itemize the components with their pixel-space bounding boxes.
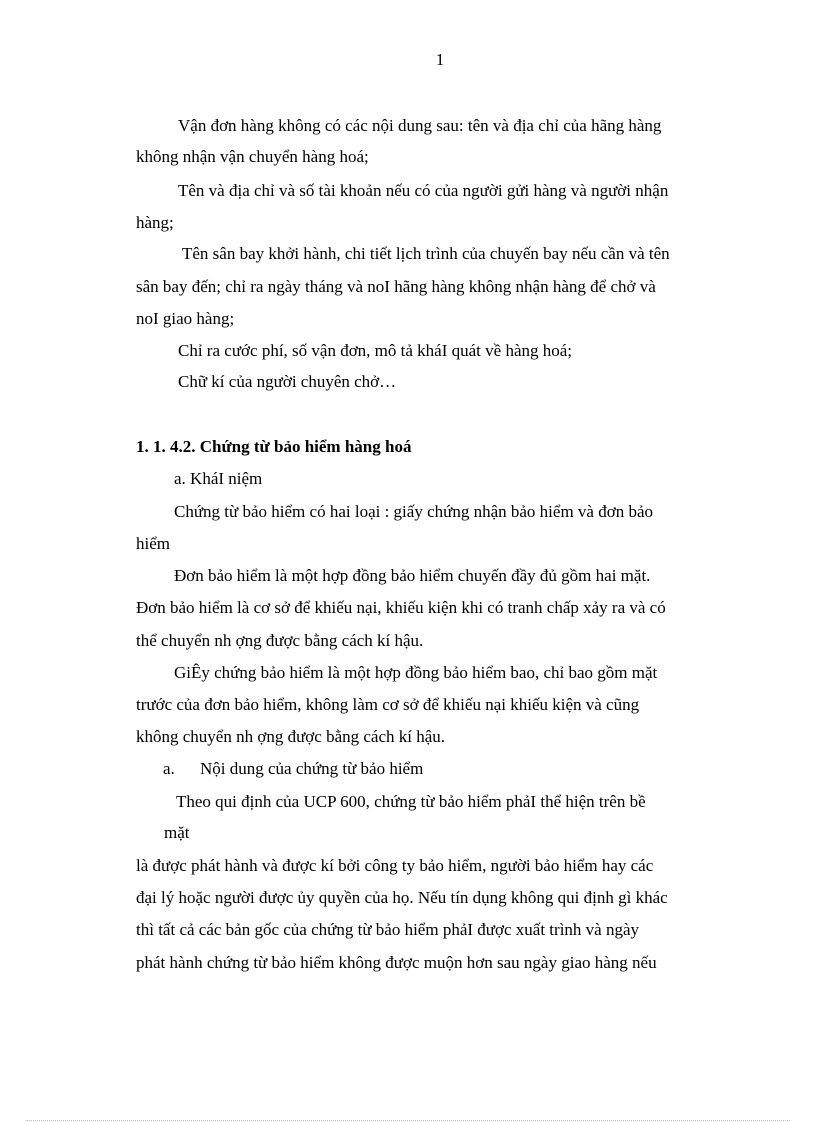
text-line: Đơn bảo hiểm là một hợp đồng bảo hiểm chuyến đầy đủ gồm hai mặt. [174,566,651,585]
text-line: Vận đơn hàng không có các nội dung sau: tên và địa chỉ của hãng hàng [178,116,662,135]
text-line: Chỉ ra cước phí, số vận đơn, mô tả kháI quát về hàng hoá; [178,341,573,360]
text-line: sân bay đến; chỉ ra ngày tháng và noI hãng hàng không nhận hàng để chở và [136,277,656,296]
text-line: là được phát hành và được kí bởi công ty bảo hiểm, người bảo hiểm hay các [136,856,654,875]
text-line: Đơn bảo hiểm là cơ sở để khiếu nại, khiếu kiện khi có tranh chấp xảy ra và có [136,598,666,617]
subheading: a. KháI niệm [174,469,263,488]
text-line: Tên sân bay khởi hành, chi tiết lịch trình của chuyến bay nếu cần và tên [182,244,670,263]
text-line: thể chuyển nh ợng được bằng cách kí hậu. [136,631,424,650]
list-marker: a. [163,759,175,778]
text-line: hiểm [136,534,170,553]
text-line: hàng; [136,213,174,232]
text-line: Tên và địa chỉ và số tài khoản nếu có của người gửi hàng và người nhận [178,181,669,200]
page-bottom-rule [26,1120,790,1121]
text-line: không nhận vận chuyển hàng hoá; [136,147,369,166]
text-line: noI giao hàng; [136,309,235,328]
text-line: trước của đơn bảo hiểm, không làm cơ sở để khiếu nại khiếu kiện và cũng [136,695,640,714]
text-line: đại lý hoặc người được ủy quyền của họ. Nếu tín dụng không qui định gì khác [136,888,668,907]
page-number: 1 [435,50,445,69]
text-line: Chữ kí của người chuyên chở… [178,372,397,391]
text-line: Theo qui định của UCP 600, chứng từ bảo hiểm phảI thể hiện trên bề [176,792,646,811]
text-line: thì tất cả các bản gốc của chứng từ bảo hiểm phảI được xuất trình và ngày [136,920,640,939]
text-line: không chuyển nh ợng được bằng cách kí hậu. [136,727,446,746]
text-line: mặt [164,823,190,842]
text-line: Chứng từ bảo hiểm có hai loại : giấy chứng nhận bảo hiểm và đơn bảo [174,502,653,521]
subheading: Nội dung của chứng từ bảo hiểm [200,759,424,778]
section-heading: 1. 1. 4.2. Chứng từ bảo hiểm hàng hoá [136,437,412,456]
text-line: phát hành chứng từ bảo hiểm không được muộn hơn sau ngày giao hàng nếu [136,953,657,972]
text-line: GiÊy chứng bảo hiểm là một hợp đồng bảo hiểm bao, chỉ bao gồm mặt [174,663,658,682]
